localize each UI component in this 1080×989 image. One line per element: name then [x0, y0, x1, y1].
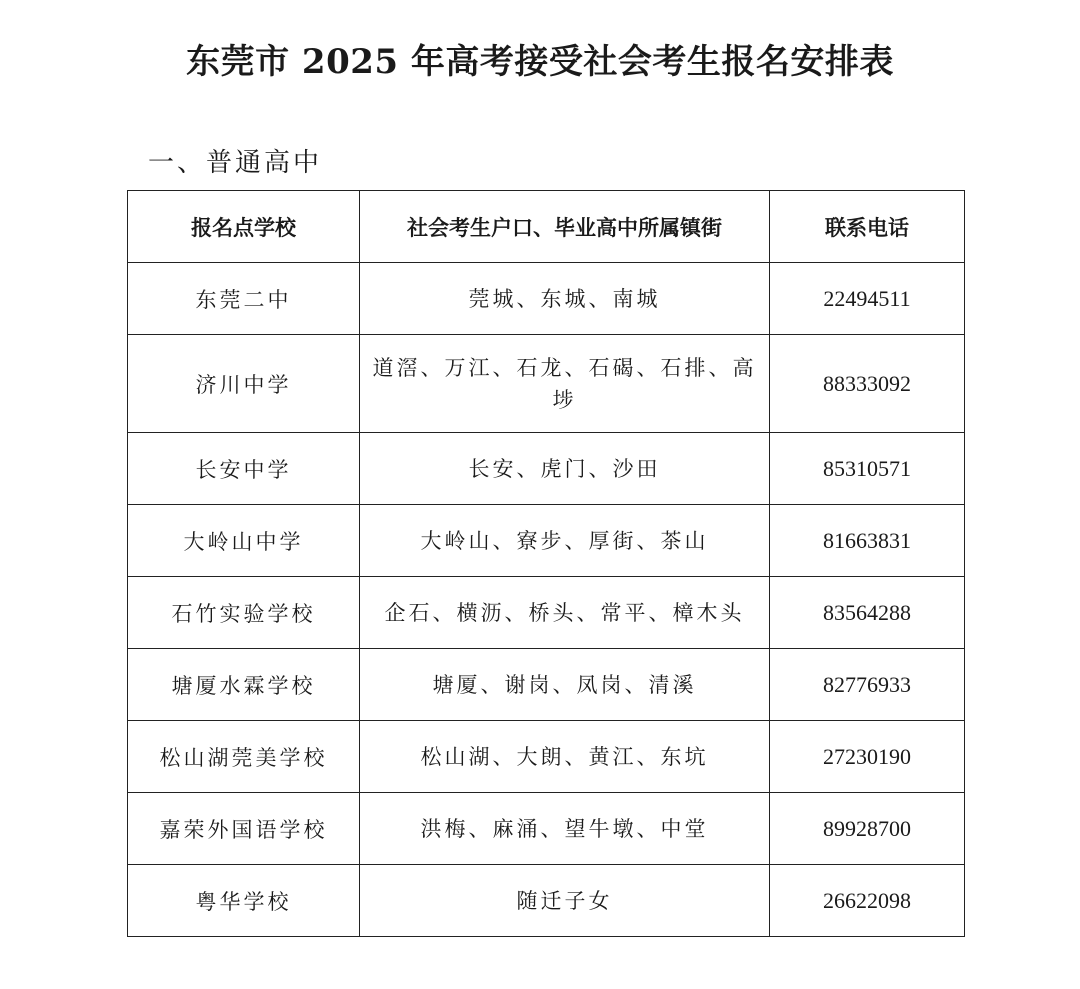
towns-cell: 洪梅、麻涌、望牛墩、中堂	[360, 793, 770, 865]
school-cell: 粤华学校	[128, 865, 360, 937]
table-row	[128, 505, 965, 577]
table-row	[128, 433, 965, 505]
table-row	[128, 649, 965, 721]
table-header-row	[128, 191, 965, 263]
school-cell: 松山湖莞美学校	[128, 721, 360, 793]
header-towns: 社会考生户口、毕业高中所属镇街	[360, 191, 770, 263]
phone-cell: 26622098	[770, 865, 965, 937]
header-school: 报名点学校	[128, 191, 360, 263]
towns-cell: 企石、横沥、桥头、常平、樟木头	[360, 577, 770, 649]
phone-cell: 83564288	[770, 577, 965, 649]
towns-cell: 塘厦、谢岗、凤岗、清溪	[360, 649, 770, 721]
school-cell: 石竹实验学校	[128, 577, 360, 649]
school-cell: 大岭山中学	[128, 505, 360, 577]
phone-cell: 82776933	[770, 649, 965, 721]
table-row	[128, 577, 965, 649]
document-title: 东莞市 2025 年高考接受社会考生报名安排表	[186, 42, 894, 82]
table-row	[128, 263, 965, 335]
phone-cell: 22494511	[770, 263, 965, 335]
header-phone: 联系电话	[770, 191, 965, 263]
towns-cell: 大岭山、寮步、厚街、茶山	[360, 505, 770, 577]
phone-cell: 27230190	[770, 721, 965, 793]
towns-cell: 道滘、万江、石龙、石碣、石排、高埗	[360, 335, 770, 433]
registration-table	[127, 190, 965, 937]
table-row	[128, 865, 965, 937]
table-row	[128, 335, 965, 433]
school-cell: 嘉荣外国语学校	[128, 793, 360, 865]
phone-cell: 89928700	[770, 793, 965, 865]
school-cell: 塘厦水霖学校	[128, 649, 360, 721]
school-cell: 济川中学	[128, 335, 360, 433]
towns-cell: 莞城、东城、南城	[360, 263, 770, 335]
section-heading: 一、普通高中	[148, 148, 323, 178]
phone-cell: 85310571	[770, 433, 965, 505]
towns-cell: 长安、虎门、沙田	[360, 433, 770, 505]
towns-cell: 随迁子女	[360, 865, 770, 937]
school-cell: 东莞二中	[128, 263, 360, 335]
phone-cell: 88333092	[770, 335, 965, 433]
phone-cell: 81663831	[770, 505, 965, 577]
table-row	[128, 793, 965, 865]
school-cell: 长安中学	[128, 433, 360, 505]
towns-cell: 松山湖、大朗、黄江、东坑	[360, 721, 770, 793]
table-row	[128, 721, 965, 793]
